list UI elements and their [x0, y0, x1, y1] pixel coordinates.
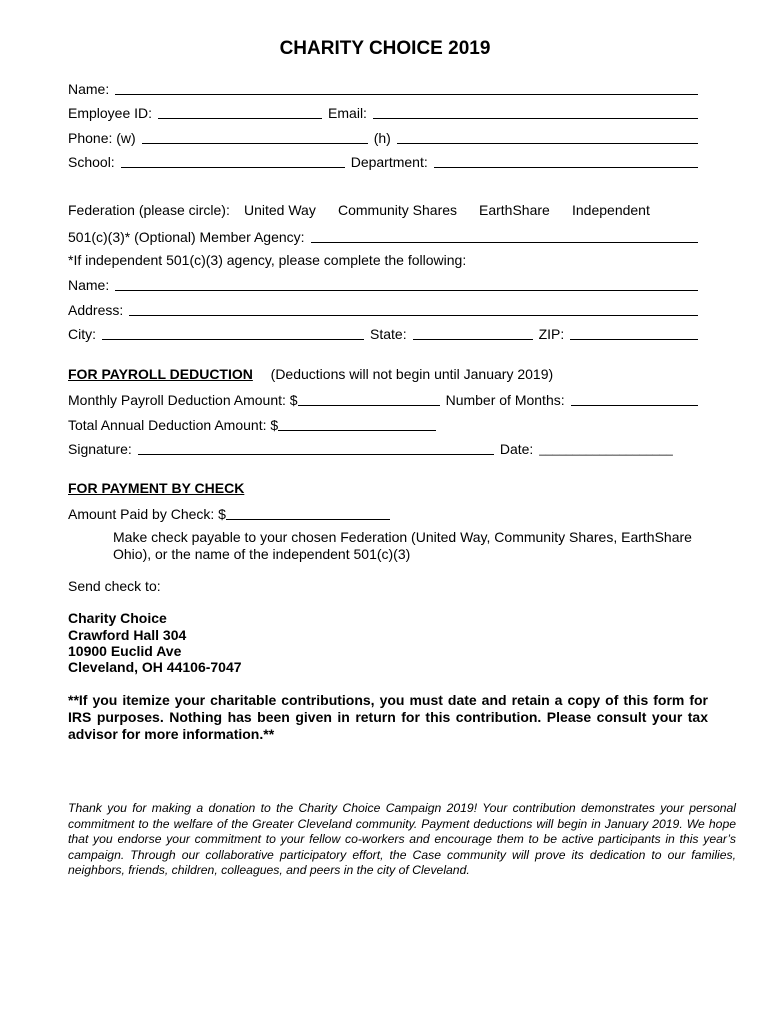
signature-date-row: [68, 438, 698, 458]
payroll-heading: FOR PAYROLL DEDUCTION: [68, 366, 253, 382]
department-field[interactable]: [434, 167, 698, 168]
payroll-note: (Deductions will not begin until January 2019): [270, 366, 554, 382]
name-row: [68, 78, 698, 98]
total-deduction-label: Total Annual Deduction Amount: $: [68, 417, 279, 433]
phone-row: [68, 127, 698, 147]
city-field[interactable]: [102, 339, 364, 340]
total-deduction-field[interactable]: [278, 430, 436, 431]
federation-option-community-shares[interactable]: Community Shares: [338, 202, 458, 218]
date-field[interactable]: ____________________: [539, 442, 673, 456]
thank-you-message: Thank you for making a donation to the Charity Choice Campaign 2019! Your contribution demonstrates your personal commitment to the welfare of the Greater Cleveland community. Payment deductions will begin in January 2019. We hope that you endorse your commitment to your fellow co-workers and encourage them to be active participants in this year’s campaign. Through our collaborative participatory effort, the Case community will prove its dedication to our families, neighbors, friends, children, colleagues, and peers in the city of Cleveland.: [68, 801, 736, 877]
total-deduction-row: [68, 414, 698, 434]
department-label: Department:: [350, 154, 428, 170]
employee-id-email-row: [68, 102, 698, 122]
signature-field[interactable]: [138, 454, 494, 455]
state-field[interactable]: [413, 339, 533, 340]
check-amount-row: [68, 503, 698, 523]
zip-label: ZIP:: [538, 326, 565, 342]
mailing-address-line-2: Crawford Hall 304: [68, 627, 187, 643]
phone-home-field[interactable]: [397, 143, 698, 144]
send-check-label: Send check to:: [68, 578, 161, 594]
member-agency-label: 501(c)(3)* (Optional) Member Agency:: [68, 229, 305, 245]
monthly-deduction-row: [68, 389, 698, 409]
check-amount-label: Amount Paid by Check: $: [68, 506, 226, 522]
signature-label: Signature:: [68, 441, 132, 457]
school-label: School:: [68, 154, 115, 170]
name-label: Name:: [68, 81, 110, 97]
independent-agency-note: *If independent 501(c)(3) agency, please complete the following:: [68, 252, 467, 268]
federation-option-independent[interactable]: Independent: [572, 202, 650, 218]
federation-option-earthshare[interactable]: EarthShare: [479, 202, 550, 218]
federation-label: Federation (please circle):: [68, 202, 230, 218]
federation-option-united-way[interactable]: United Way: [244, 202, 316, 218]
date-label: Date:: [499, 441, 534, 457]
agency-name-label: Name:: [68, 277, 110, 293]
mailing-address-line-3: 10900 Euclid Ave: [68, 643, 182, 659]
agency-address-field[interactable]: [129, 315, 698, 316]
state-label: State:: [370, 326, 407, 342]
number-of-months-label: Number of Months:: [445, 392, 565, 408]
school-field[interactable]: [121, 167, 345, 168]
member-agency-field[interactable]: [311, 242, 698, 243]
phone-home-label: (h): [373, 130, 391, 146]
zip-field[interactable]: [570, 339, 698, 340]
phone-work-field[interactable]: [142, 143, 368, 144]
mailing-address-line-1: Charity Choice: [68, 610, 167, 626]
form-title: CHARITY CHOICE 2019: [279, 38, 491, 59]
city-label: City:: [68, 326, 96, 342]
monthly-deduction-field[interactable]: [298, 405, 440, 406]
name-field[interactable]: [115, 94, 698, 95]
check-heading: FOR PAYMENT BY CHECK: [68, 480, 245, 496]
check-payable-note: Make check payable to your chosen Federation (United Way, Community Shares, EarthShare Ohio), or the name of the independent 501(c)(3): [113, 529, 692, 562]
agency-name-field[interactable]: [115, 290, 698, 291]
phone-work-label: Phone: (w): [68, 130, 136, 146]
email-field[interactable]: [373, 118, 698, 119]
check-amount-field[interactable]: [226, 519, 390, 520]
member-agency-row: [68, 226, 698, 246]
agency-name-row: [68, 274, 698, 294]
irs-notice: **If you itemize your charitable contributions, you must date and retain a copy of this form for IRS purposes. Nothing has been given in return for this contribution. Please consult your tax advisor for more information.**: [68, 692, 708, 742]
employee-id-field[interactable]: [158, 118, 322, 119]
payroll-heading-line: [68, 366, 553, 383]
city-state-zip-row: [68, 323, 698, 343]
number-of-months-field[interactable]: [571, 405, 698, 406]
employee-id-label: Employee ID:: [68, 105, 153, 121]
agency-address-label: Address:: [68, 302, 124, 318]
email-label: Email:: [328, 105, 367, 121]
mailing-address-line-4: Cleveland, OH 44106-7047: [68, 659, 242, 675]
school-department-row: [68, 151, 698, 171]
agency-address-row: [68, 299, 698, 319]
monthly-deduction-label: Monthly Payroll Deduction Amount: $: [68, 392, 298, 408]
